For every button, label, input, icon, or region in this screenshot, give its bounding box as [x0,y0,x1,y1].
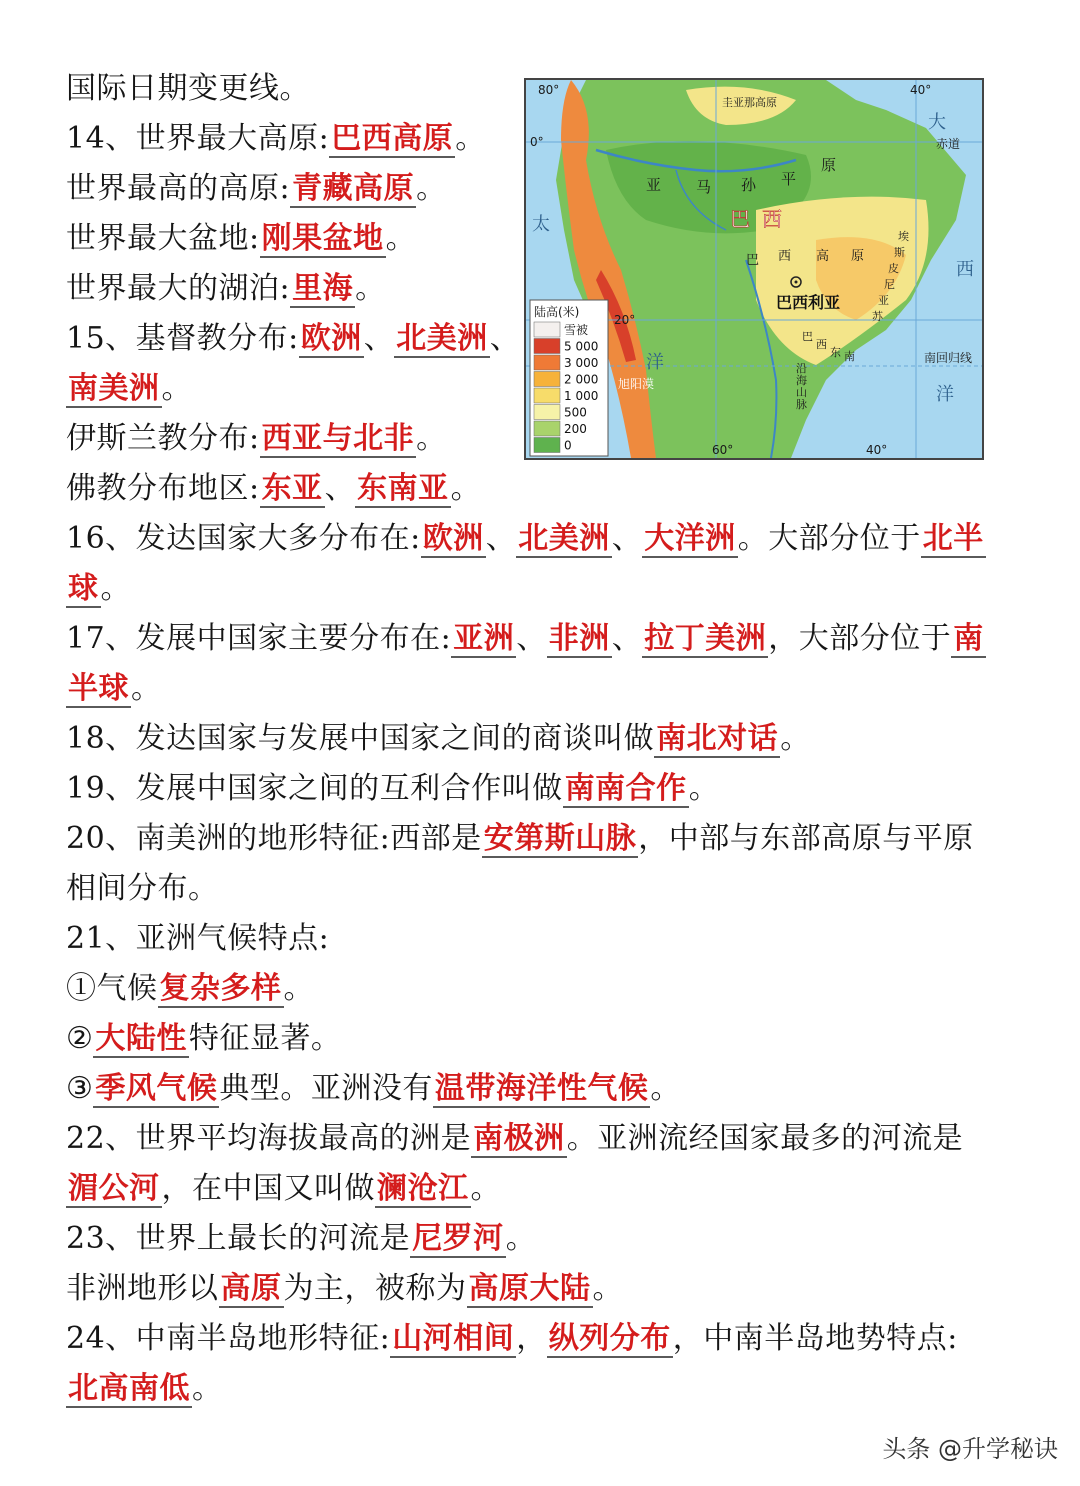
south-america-map [524,78,984,460]
pacific-yang: 洋 [646,352,664,373]
line-text: 。 [192,1371,223,1406]
answer-highlight: 里海 [292,271,354,306]
answer-highlight: 北半 [922,521,984,556]
amazon-label-1: 亚 [646,176,662,194]
legend-label: 500 [564,405,587,420]
text-line [66,768,719,812]
legend-label: 5 000 [564,339,599,354]
legend-label: 1 000 [564,389,599,403]
legend-label: 2 000 [564,372,599,387]
text-line [66,1218,536,1262]
lon-60-label: 60° [712,443,734,457]
text-line [66,1268,623,1312]
text-line [66,1068,681,1112]
answer-highlight: 欧洲 [300,321,362,356]
brazil-label-2: 西 [762,207,782,231]
legend-label: 0 [564,438,572,453]
answer-highlight: 大陆性 [95,1021,187,1056]
answer-highlight: 纵列分布 [548,1321,671,1356]
line-text: 非洲地形以 [66,1271,219,1306]
text-line [66,918,329,962]
answer-highlight: 高原大陆 [468,1271,591,1306]
legend-label: 200 [564,422,587,436]
line-text: 。 [592,1271,623,1306]
answer-highlight: 刚果盆地 [261,221,384,256]
line-text: 。亚洲流经国家最多的河流是 [566,1121,964,1156]
line-text: 。 [688,771,720,806]
line-text: 。 [100,571,131,606]
answer-highlight: 温带海洋性气候 [434,1071,649,1106]
line-text: 20、南美洲的地形特征:西部是 [66,821,482,856]
mtn-4: 南 [844,350,855,363]
line-text: 23、世界上最长的河流是 [66,1221,411,1256]
line-text: 世界最大的湖泊: [66,271,291,306]
line-text: ，大部分位于 [768,621,952,656]
pacific-tai: 太 [532,214,550,235]
line-text: 、 [485,521,517,556]
text-line [66,118,486,162]
answer-highlight: 亚洲 [453,621,515,656]
line-text: 佛教分布地区: [66,471,260,506]
map-legend [530,300,608,456]
atacama-label: 旭阳漠 [618,377,655,391]
line-text: 、 [363,321,395,356]
answer-highlight: 南南合作 [564,771,687,806]
answer-highlight: 西亚与北非 [261,421,415,456]
text-line [66,668,162,712]
line-text: ，在中国又叫做 [161,1171,375,1206]
lon-40-label: 40° [866,443,888,457]
line-text: 。 [385,221,417,256]
coast-6: 苏 [872,310,883,323]
line-text: 伊斯兰教分布: [66,421,260,456]
line-text: 。 [283,971,314,1006]
plateau-label-4: 原 [851,249,865,264]
line-text: 、 [611,621,643,656]
text-line [66,1018,341,1062]
legend-swatch [534,405,560,420]
legend-label: 雪被 [564,323,589,337]
plateau-label-3: 高 [816,249,830,264]
answer-highlight: 北美洲 [518,521,610,556]
coast-5: 亚 [878,294,889,307]
text-line [66,68,310,112]
map-svg [526,80,982,458]
line-text: ③ [66,1071,94,1106]
answer-highlight: 尼罗河 [412,1221,504,1256]
text-line [66,868,219,912]
line-text: 。大部分位于 [737,521,921,556]
plateau-label-1: 巴 [746,253,760,268]
text-line [66,1168,501,1212]
line-text: 15、基督教分布: [66,321,299,356]
answer-highlight: 澜沧江 [377,1171,469,1206]
mtn-7: 山 [796,386,807,399]
legend-swatch [534,322,560,337]
brasilia-label: 巴西利亚 [776,293,841,312]
text-line [66,1118,963,1162]
answer-highlight: 南极洲 [473,1121,565,1156]
tropic-label: 南回归线 [924,351,973,365]
legend-swatch [534,372,560,387]
atlantic-xi: 西 [956,259,974,280]
text-line [66,468,481,512]
lat-0-label: 0° [530,135,544,149]
mtn-2: 西 [816,338,827,351]
text-line [66,718,811,762]
answer-highlight: 大洋洲 [644,521,736,556]
text-line [66,1368,223,1412]
answer-highlight: 拉丁美洲 [644,621,767,656]
answer-highlight: 湄公河 [68,1171,160,1206]
mtn-3: 东 [830,346,841,359]
line-text: 、 [489,321,521,356]
legend-swatch [534,388,560,403]
line-text: 24、中南半岛地形特征: [66,1321,391,1356]
atlantic-da: 大 [928,112,946,133]
line-text: 。 [131,671,162,706]
line-text: 。 [450,471,482,506]
line-text: 相间分布。 [66,871,219,906]
answer-highlight: 青藏高原 [292,171,415,206]
legend-swatch [534,421,560,436]
line-text: 、 [324,471,356,506]
coast-1: 埃 [898,230,909,243]
line-text: 18、发达国家与发展中国家之间的商谈叫做 [66,721,655,756]
legend-swatch [534,339,560,354]
equator-label: 赤道 [936,137,961,151]
atlantic-yang: 洋 [936,384,954,405]
coast-4: 尼 [884,278,895,291]
line-text: 。 [470,1171,501,1206]
lon-80-label: 80° [538,83,560,97]
answer-highlight: 复杂多样 [159,971,282,1006]
legend-label: 3 000 [564,356,599,370]
answer-highlight: 球 [68,571,99,606]
line-text: 、 [516,621,547,656]
text-line [66,818,974,862]
text-line [66,168,447,212]
amazon-label-2: 马 [696,178,712,196]
mtn-5: 沿 [796,362,807,375]
lon-40-top-label: 40° [910,83,932,97]
text-line [66,218,416,262]
brazil-label-1: 巴 [730,207,750,231]
line-text: 。 [505,1221,537,1256]
line-text: ①气候 [66,971,158,1006]
legend-swatch [534,438,560,453]
mtn-6: 海 [796,374,807,387]
coast-2: 斯 [894,246,905,259]
line-text: 典型。亚洲没有 [219,1071,433,1106]
lat-20-label: 20° [614,313,636,327]
line-text: 21、亚洲气候特点: [66,921,330,956]
line-text: ，中南半岛地势特点: [672,1321,958,1356]
line-text: 为主，被称为 [283,1271,467,1306]
line-text: 19、发展中国家之间的互利合作叫做 [66,771,563,806]
line-text: 国际日期变更线。 [66,71,310,106]
legend-title: 陆高(米) [534,305,580,319]
answer-highlight: 南美洲 [68,371,160,406]
text-line [66,618,986,662]
amazon-label-5: 原 [821,156,837,174]
answer-highlight: 欧洲 [422,521,484,556]
answer-highlight: 山河相间 [392,1321,515,1356]
text-line [66,1318,958,1362]
amazon-label-3: 孙 [741,176,757,194]
line-text: 。 [416,171,447,206]
line-text: 特征显著。 [188,1021,342,1056]
mtn-1: 巴 [802,330,813,343]
text-line [66,968,314,1012]
plateau-label-2: 西 [778,249,792,264]
line-text: ，中部与东部高原与平原 [638,821,974,856]
line-text: 。 [416,421,447,456]
coast-3: 皮 [888,262,899,275]
answer-highlight: 北高南低 [68,1371,190,1406]
text-line [66,418,447,462]
line-text: ② [66,1021,94,1056]
river-top-label: 圭亚那高原 [722,96,777,109]
watermark: 头条 @升学秘诀 [882,1435,1058,1463]
line-text: 。 [650,1071,681,1106]
line-text: 17、发展中国家主要分布在: [66,621,452,656]
answer-highlight: 东南亚 [357,471,449,506]
answer-highlight: 非洲 [548,621,610,656]
answer-highlight: 东亚 [261,471,323,506]
line-text: 16、发达国家大多分布在: [66,521,421,556]
mtn-8: 脉 [796,398,807,411]
text-line [66,368,192,412]
line-text: 、 [611,521,643,556]
line-text: 。 [455,121,486,156]
answer-highlight: 季风气候 [95,1071,218,1106]
line-text: 14、世界最大高原: [66,121,330,156]
text-line [66,518,986,562]
answer-highlight: 半球 [68,671,129,706]
text-line [66,568,131,612]
line-text: 世界最高的高原: [66,171,291,206]
answer-highlight: 北美洲 [396,321,488,356]
text-line [66,318,520,362]
answer-highlight: 南北对话 [656,721,779,756]
answer-highlight: 安第斯山脉 [483,821,637,856]
line-text: ， [516,1321,547,1356]
legend-swatch [534,355,560,370]
line-text: 22、世界平均海拔最高的洲是 [66,1121,472,1156]
answer-highlight: 南 [953,621,984,656]
line-text: 世界最大盆地: [66,221,260,256]
line-text: 。 [161,371,192,406]
amazon-label-4: 平 [781,170,797,188]
text-line [66,268,386,312]
line-text: 。 [780,721,811,756]
line-text: 。 [355,271,386,306]
answer-highlight: 高原 [220,1271,282,1306]
answer-highlight: 巴西高原 [331,121,454,156]
